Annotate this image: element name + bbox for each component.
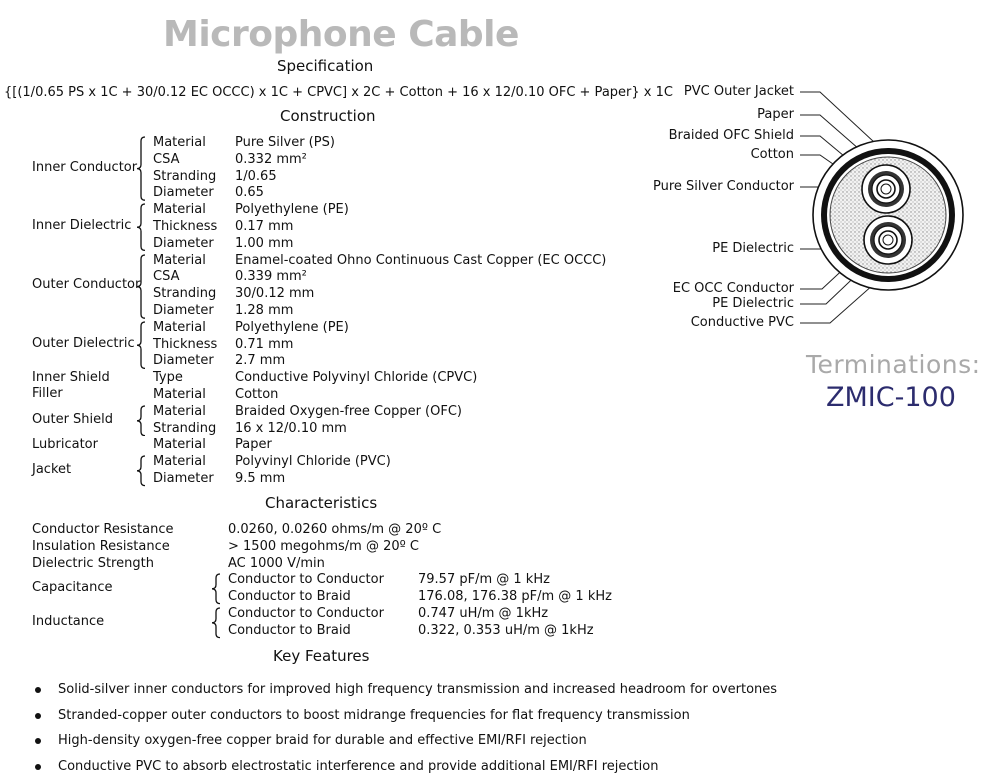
construction-property: Stranding [153,286,217,302]
construction-property: Material [153,319,206,335]
construction-property: CSA [153,269,180,285]
construction-property: Diameter [153,353,214,369]
construction-property: Diameter [153,303,214,318]
construction-property: Material [153,387,206,402]
diagram-label: Paper [757,107,794,122]
construction-value: 1.00 mm [235,235,294,251]
bullet-icon [35,764,41,770]
key-feature-item: Conductive PVC to absorb electrostatic interference and provide additional EMI/RFI rejection [58,758,659,774]
group-brace [136,254,148,319]
construction-property: Thickness [153,219,218,234]
construction-group-name: Outer Conductor [32,277,141,293]
terminations-label: Terminations: [806,350,981,379]
construction-group-name: Inner Conductor [32,159,138,175]
characteristic-value: 0.747 uH/m @ 1kHz [418,606,549,621]
construction-property: Material [153,454,206,470]
diagram-label: Pure Silver Conductor [653,179,794,194]
characteristic-name: Conductor Resistance [32,522,174,537]
construction-value: 2.7 mm [235,353,286,369]
diagram-label: PE Dielectric [712,296,794,311]
construction-value: 0.339 mm² [235,269,307,285]
bullet-icon [35,738,41,744]
key-feature-item: Solid-silver inner conductors for improved high frequency transmission and increased headroom for overtones [58,682,778,697]
construction-property: Diameter [153,471,214,486]
construction-value: Braided Oxygen-free Copper (OFC) [235,403,462,419]
characteristic-property: Conductor to Conductor [228,606,384,621]
diagram-label: PVC Outer Jacket [683,84,794,99]
characteristic-property: Conductor to Conductor [228,572,384,588]
construction-value: 0.17 mm [235,219,294,234]
construction-property: Stranding [153,168,217,184]
construction-property: Thickness [153,336,218,352]
characteristic-value: 0.0260, 0.0260 ohms/m @ 20º C [228,522,442,537]
characteristic-name: Dielectric Strength [32,555,154,571]
key-features-heading: Key Features [273,647,370,665]
construction-property: Stranding [153,420,217,436]
cable-circles [813,140,963,290]
group-brace [136,203,148,251]
construction-value: 9.5 mm [235,471,286,486]
diagram-label: PE Dielectric [712,241,794,256]
construction-value: Enamel-coated Ohno Continuous Cast Copper (EC OCCC) [235,252,607,268]
construction-value: Cotton [235,387,279,402]
characteristic-value: > 1500 megohms/m @ 20º C [228,538,419,554]
termination-model: ZMIC-100 [826,382,956,413]
cable-cross-section-diagram [650,75,1000,335]
specification-formula: {[(1/0.65 PS x 1C + 30/0.12 EC OCCC) x 1C + CPVC] x 2C + Cotton + 16 x 12/0.10 OFC + Paper} x 1C [4,85,673,100]
construction-value: 0.71 mm [235,336,294,352]
construction-property: Type [153,370,183,386]
key-feature-item: Stranded-copper outer conductors to boost midrange frequencies for flat frequency transmission [58,707,690,723]
characteristic-property: Conductor to Braid [228,622,351,638]
construction-property: CSA [153,151,180,167]
page-title: Microphone Cable [163,14,519,55]
construction-value: Polyvinyl Chloride (PVC) [235,454,391,470]
group-brace [136,405,148,437]
construction-property: Material [153,252,206,268]
key-feature-item: High-density oxygen-free copper braid for durable and effective EMI/RFI rejection [58,733,587,748]
construction-value: 1.28 mm [235,303,294,318]
characteristic-value: 79.57 pF/m @ 1 kHz [418,572,550,588]
construction-group-name: Jacket [32,462,72,477]
group-brace [136,321,148,369]
group-brace [211,573,223,605]
diagram-label: Cotton [750,147,794,162]
bullet-icon [35,713,41,719]
construction-group-name: Outer Shield [32,411,114,427]
construction-value: Polyethylene (PE) [235,202,349,218]
construction-property: Diameter [153,235,214,251]
construction-value: 0.332 mm² [235,151,307,167]
construction-property: Material [153,202,206,218]
construction-group-name: Lubricator [32,436,98,452]
diagram-label: Braided OFC Shield [668,128,794,143]
construction-value: Polyethylene (PE) [235,319,349,335]
construction-property: Material [153,437,206,453]
characteristic-value: 176.08, 176.38 pF/m @ 1 kHz [418,589,612,605]
construction-value: 1/0.65 [235,168,277,184]
diagram-label: Conductive PVC [690,315,794,330]
characteristic-group-name: Inductance [32,613,105,629]
specification-heading: Specification [277,57,374,75]
construction-value: Paper [235,437,272,453]
group-brace [136,455,148,487]
construction-heading: Construction [280,107,376,125]
construction-group-name: Filler [32,386,63,402]
construction-property: Material [153,403,206,419]
construction-group-name: Inner Dielectric [32,218,132,234]
group-brace [211,607,223,639]
characteristic-group-name: Capacitance [32,580,113,596]
bullet-icon [35,687,41,693]
construction-group-name: Outer Dielectric [32,336,135,351]
construction-value: 16 x 12/0.10 mm [235,420,347,436]
group-brace [136,136,148,201]
characteristic-value: AC 1000 V/min [228,555,325,571]
construction-value: Conductive Polyvinyl Chloride (CPVC) [235,370,478,386]
construction-property: Diameter [153,185,214,201]
construction-property: Material [153,135,206,150]
characteristics-heading: Characteristics [265,494,378,512]
construction-group-name: Inner Shield [32,369,110,385]
characteristic-name: Insulation Resistance [32,538,170,554]
construction-value: 30/0.12 mm [235,286,315,302]
diagram-label: EC OCC Conductor [672,281,794,296]
characteristic-property: Conductor to Braid [228,589,351,605]
construction-value: Pure Silver (PS) [235,135,335,150]
construction-value: 0.65 [235,185,264,201]
characteristic-value: 0.322, 0.353 uH/m @ 1kHz [418,622,594,638]
